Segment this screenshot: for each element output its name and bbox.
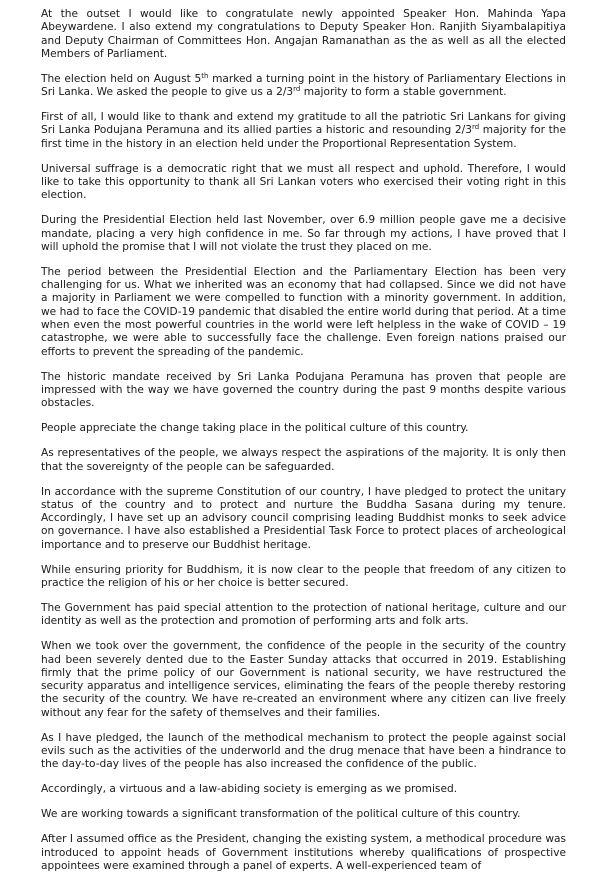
- paragraph-congratulations: At the outset I would like to congratulate newly appointed Speaker Hon. Mahinda Yapa Abeywardene. I also extend my congratulations to Deputy Speaker Hon. Ranjith Siyambalapitiya and Deputy Chairman of Committees Hon. Angajan Ramanathan as the as well as all the elected Members of Parliament.: [41, 8, 566, 60]
- paragraph-gratitude: [41, 111, 566, 151]
- paragraph-political-culture-change: People appreciate the change taking place in the political culture of this country.: [41, 422, 469, 435]
- superscript: rd: [471, 123, 480, 132]
- paragraph-challenging-period: The period between the Presidential Election and the Parliamentary Election has been very challenging for us. What we inherited was an economy that had collapsed. Since we did not have a majority in Parliament we were compelled to function with a minority government. In addition, we had to face the COVID-19 pandemic that disabled the entire world during that period. At a time when even the most powerful countries in the world were left helpless in the wake of COVID – 19 catastrophe, we were able to successfully face the challenge. Even foreign nations praised our efforts to prevent the spreading of the pandemic.: [41, 265, 566, 358]
- paragraph-presidential-election: During the Presidential Election held last November, over 6.9 million people gave me a decisive mandate, placing a very high confidence in me. So far through my actions, I have proved that I will uphold the promise that I will not violate the trust they placed on me.: [41, 214, 566, 253]
- text-run: marked a turning point in the history of Parliamentary Elections in Sri Lanka. We asked the people to give us a 2/3: [41, 72, 567, 99]
- paragraph-national-security: When we took over the government, the confidence of the people in the security of the country had been severely dented due to the Easter Sunday attacks that occurred in 2019. Establishing firmly that the prime policy of our Government is national security, we have restructured the security apparatus and intelligence services, eliminating the fears of the people thereby restoring the security of the country. We have re-created an environment where any citizen can live freely without any fear for the safety of themselves and their families.: [41, 640, 566, 719]
- paragraph-religious-freedom: While ensuring priority for Buddhism, it is now clear to the people that freedom of any citizen to practice the religion of his or her choice is better secured.: [41, 563, 566, 589]
- paragraph-transformation: We are working towards a significant transformation of the political culture of this country.: [41, 808, 521, 821]
- paragraph-constitution: In accordance with the supreme Constitution of our country, I have pledged to protect the unitary status of the country and to protect and nurture the Buddha Sasana during my tenure. Accordingly, I have set up an advisory council comprising leading Buddhist monks to seek advice on governance. I have also established a Presidential Task Force to protect places of archeological importance and to preserve our Buddhist heritage.: [41, 485, 566, 551]
- paragraph-universal-suffrage: Universal suffrage is a democratic right that we must all respect and uphold. Therefore, I would like to take this opportunity to thank all Sri Lankan voters who exercised their voting right in this election.: [41, 162, 566, 202]
- paragraph-historic-mandate: The historic mandate received by Sri Lanka Podujana Peramuna has proven that people are impressed with the way we have governed the country during the past 9 months despite various obstacles.: [41, 370, 566, 410]
- paragraph-appointments: After I assumed office as the President, changing the existing system, a methodical procedure was introduced to appoint heads of Government institutions whereby qualifications of prospective appointees were examined through a panel of experts. A well-experienced team of: [41, 833, 566, 872]
- paragraph-social-evils: As I have pledged, the launch of the methodical mechanism to protect the people against social evils such as the activities of the underworld and the drug menace that have been a hindrance to the day-to-day lives of the people has also increased the confidence of the public.: [41, 731, 566, 771]
- superscript: th: [201, 71, 209, 80]
- paragraph-representatives: As representatives of the people, we always respect the aspirations of the majority. It is only then that the sovereignty of the people can be safeguarded.: [41, 447, 566, 473]
- text-run: The election held on August 5: [41, 72, 202, 85]
- superscript: rd: [293, 85, 301, 94]
- text-run: First of all, I would like to thank and extend my gratitude to all the patriotic Sri Lankans for giving Sri Lanka Podujana Peramuna and its allied parties a historic and resounding 2/3: [41, 111, 566, 137]
- paragraph-national-heritage: The Government has paid special attention to the protection of national heritage, culture and our identity as well as the protection and promotion of performing arts and folk arts.: [41, 601, 566, 628]
- text-run: majority to form a stable government.: [300, 86, 507, 99]
- paragraph-election-turning-point: [41, 73, 566, 100]
- text-run: majority for the first time in the history in an election held under the Proportional Representation System.: [41, 124, 566, 150]
- paragraph-virtuous-society: Accordingly, a virtuous and a law-abiding society is emerging as we promised.: [41, 783, 458, 796]
